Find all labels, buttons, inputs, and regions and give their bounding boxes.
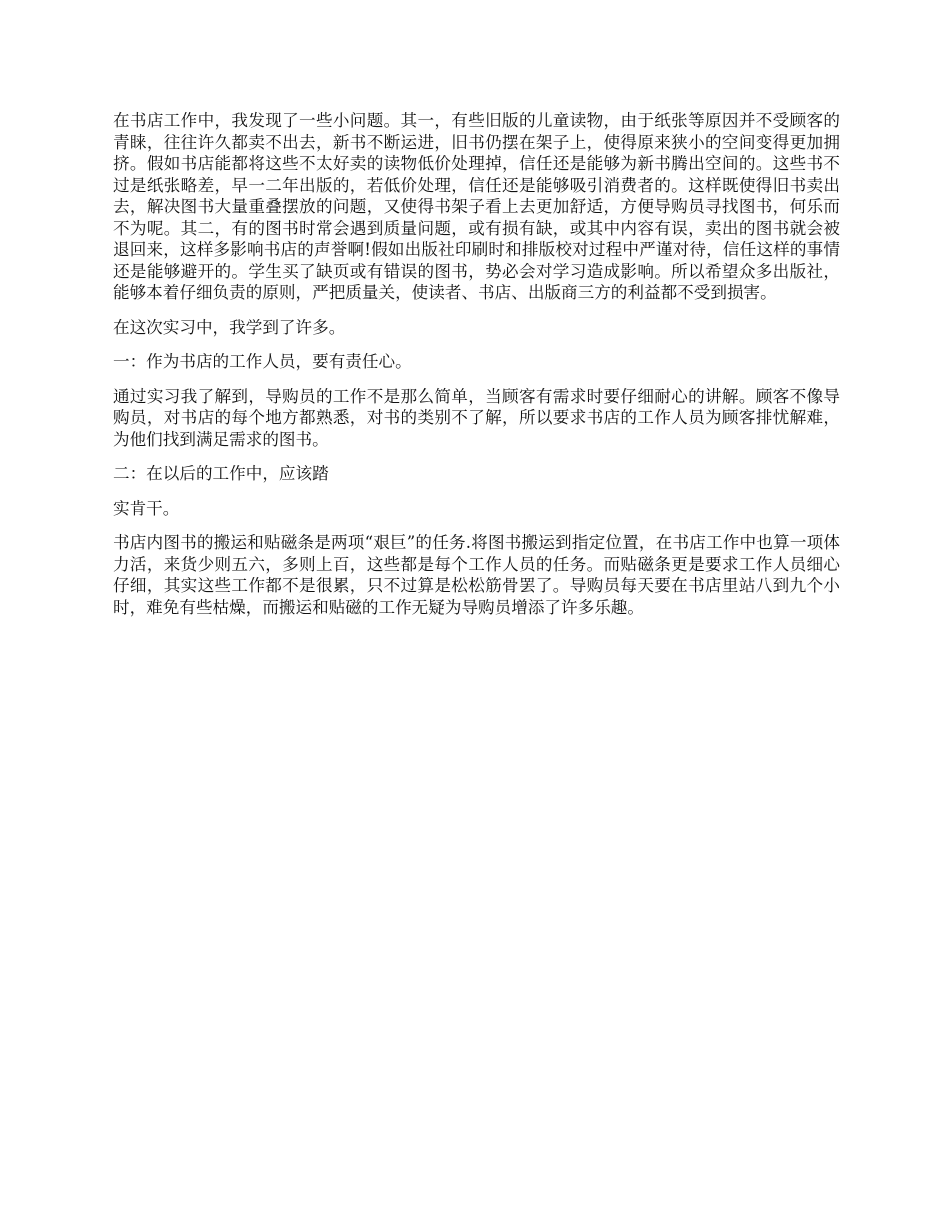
paragraph-learned-much: 在这次实习中，我学到了许多。 (113, 317, 346, 337)
paragraph-guide-work: 通过实习我了解到，导购员的工作不是那么简单，当顾客有需求时要仔细耐心的讲解。顾客不像导购员，对书店的每个地方都熟悉，对书的类别不了解，所以要求书店的工作人员为顾客排忧解难，为他们找到满足需求的图书。 (113, 386, 840, 449)
paragraph-point-two-heading: 二：在以后的工作中，应该踏 (113, 464, 329, 483)
paragraph-bookstore-problems: 在书店工作中，我发现了一些小问题。其一，有些旧版的儿童读物，由于纸张等原因并不受顾客的青睐，往往许久都卖不出去，新书不断运进，旧书仍摆在架子上，使得原来狭小的空间变得更加拥挤。假如书店能都将这些不太好卖的读物低价处理掉，信任还是能够为新书腾出空间的。这些书不过是纸张略差，早一二年出版的，若低价处理，信任还是能够吸引消费者的。这样既使得旧书卖出去，解决图书大量重叠摆放的问题，又使得书架子看上去更加舒适，方便导购员寻找图书，何乐而不为呢。其二，有的图书时常会遇到质量问题，或有损有缺，或其中内容有误，卖出的图书就会被退回来，这样多影响书店的声誉啊!假如出版社印刷时和排版校对过程中严谨对待，信任这样的事情还是能够避开的。学生买了缺页或有错误的图书，势必会对学习造成影响。所以希望众多出版社，能够本着仔细负责的原则，严把质量关，使读者、书店、出版商三方的利益都不受到损害。 (113, 111, 840, 302)
paragraph-moving-and-tagging: 书店内图书的搬运和贴磁条是两项“艰巨”的任务.将图书搬运到指定位置，在书店工作中也算一项体力活，来货少则五六，多则上百，这些都是每个工作人员的任务。而贴磁条更是要求工作人员细心仔细，其实这些工作都不是很累，只不过算是松松筋骨罢了。导购员每天要在书店里站八到九个小时，难免有些枯燥，而搬运和贴磁的工作无疑为导购员增添了许多乐趣。 (113, 533, 840, 617)
paragraph-point-one-heading: 一：作为书店的工作人员，要有责任心。 (113, 352, 412, 371)
paragraph-point-two-continued: 实肯干。 (113, 498, 180, 518)
document-body (113, 110, 840, 631)
